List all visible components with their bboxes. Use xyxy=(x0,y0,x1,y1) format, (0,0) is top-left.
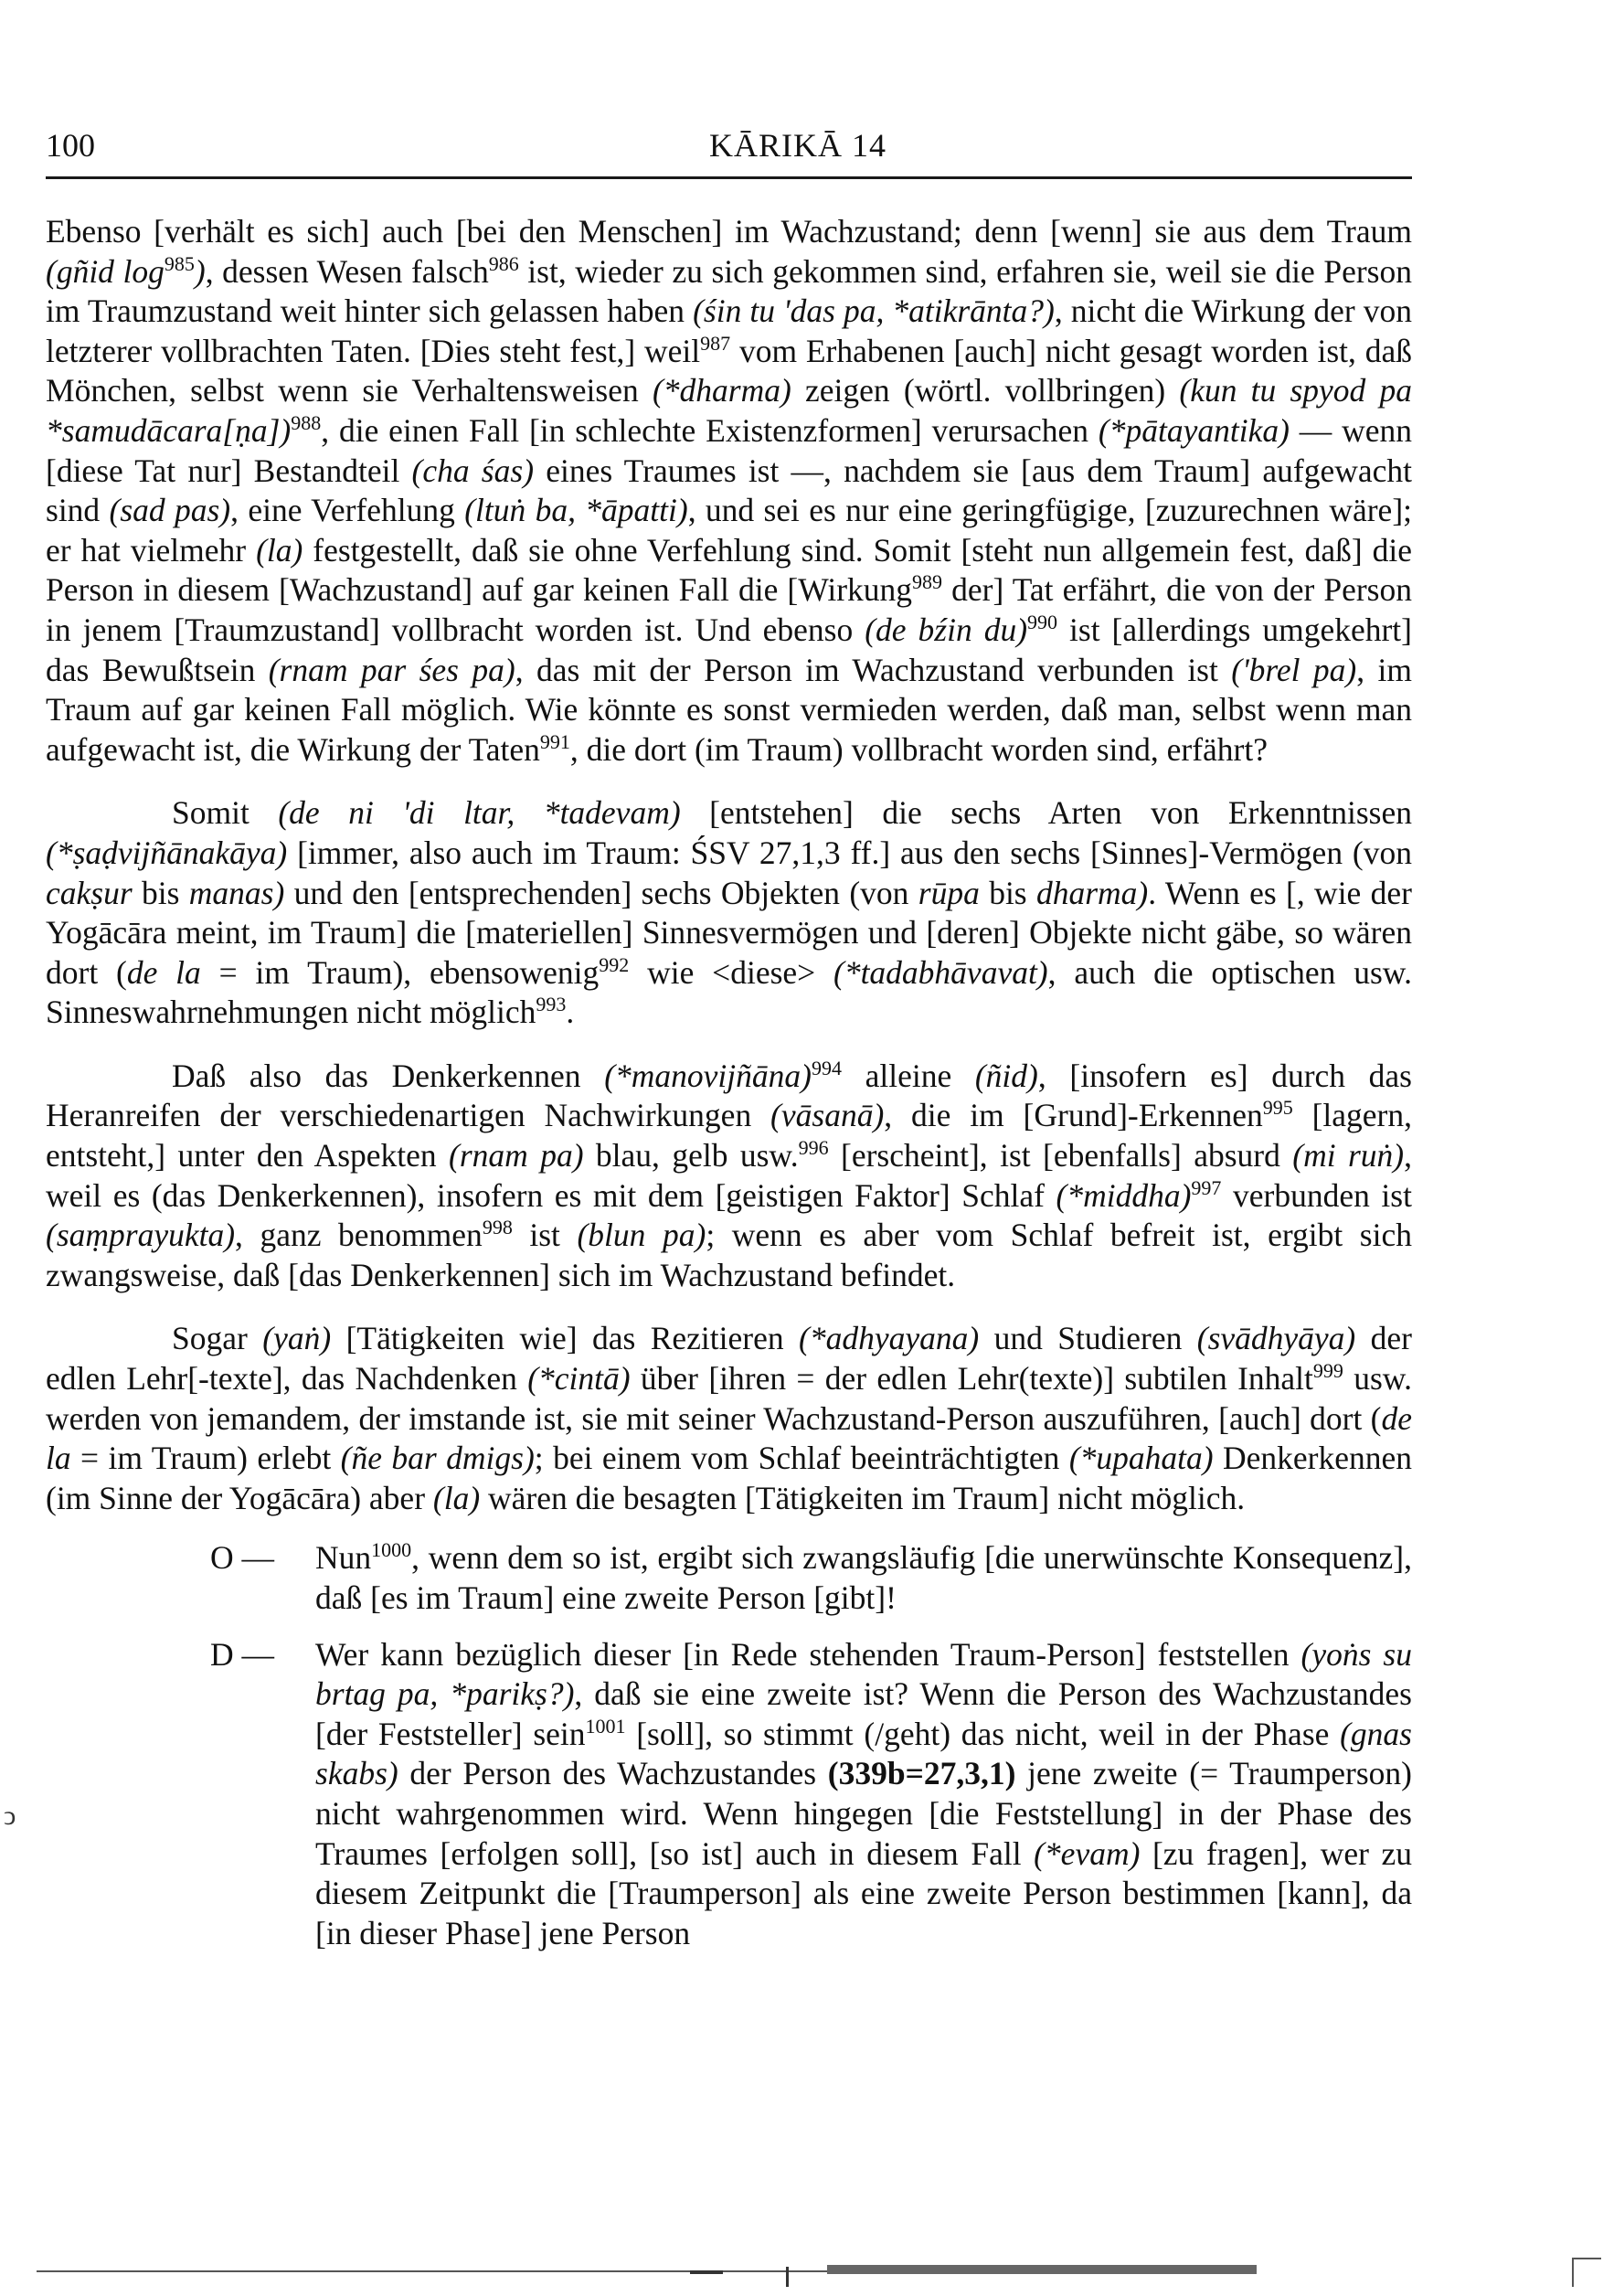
text-span: [lagern, entsteht,] unter den Aspekten xyxy=(46,1097,1412,1175)
sanskrit-term: (*cintā) xyxy=(527,1360,631,1398)
tibetan-term: de la xyxy=(46,1399,1412,1477)
sanskrit-term: (*ṣaḍvijñānakāya) xyxy=(46,834,288,871)
tibetan-term: (la) xyxy=(432,1479,481,1516)
dialog-text xyxy=(315,1538,1412,1618)
tibetan-term: (blun pa) xyxy=(577,1217,706,1254)
scan-artifact-corner xyxy=(1572,2258,1601,2287)
text-span: der Person des Wachzustandes xyxy=(398,1755,828,1792)
text-span: über [ihren = der edlen Lehr(texte)] subtilen Inhalt xyxy=(630,1360,1313,1398)
paragraph-2 xyxy=(46,793,1412,1033)
text-span: festgestellt, daß sie ohne Verfehlung sind. Somit [steht nun allgemein fest, daß] die Person in diesem [Wachzustand] auf gar keinen Fall die [Wirkung xyxy=(46,531,1413,609)
footnote-ref: 1000 xyxy=(371,1538,412,1562)
header-rule xyxy=(46,176,1412,179)
text-span: eines Traumes ist —, nachdem sie [aus dem Traum] aufgewacht sind xyxy=(46,452,1413,529)
text-span: , auch die optischen usw. Sinneswahrnehmungen nicht möglich xyxy=(46,953,1412,1031)
sanskrit-term: (*tadabhāvavat) xyxy=(833,953,1048,991)
text-span: usw. werden von jemandem, der imstande ist, sie mit seiner Wachzustand-Person auszuführen, [auch] dort ( xyxy=(46,1360,1412,1437)
text-span: vom Erhabenen [auch] nicht gesagt worden ist, daß Mönchen, selbst wenn sie Verhaltensweisen xyxy=(46,332,1412,409)
tibetan-term: (kun tu spyod pa *samudācara[ṇa]) xyxy=(46,372,1412,449)
text-span: Ebenso [verhält es sich] auch [bei den Menschen] im Wachzustand; denn [wenn] sie aus dem Traum xyxy=(46,213,1412,250)
sanskrit-term: (*manovijñāna) xyxy=(604,1057,812,1094)
tibetan-term: (de bźin du) xyxy=(865,611,1028,648)
page-number: 100 xyxy=(46,127,95,164)
text-span: verbunden ist xyxy=(1221,1176,1412,1214)
text-span: . xyxy=(566,994,575,1031)
text-span: , die einen Fall [in schlechte Existenzformen] verursachen xyxy=(321,411,1099,449)
text-span: , nicht die Wirkung der von letzterer vollbrachten Taten. [Dies steht fest,] weil xyxy=(46,292,1413,369)
text-span: der edlen Lehr[-texte], das Nachdenken xyxy=(46,1320,1412,1398)
tibetan-term: (yaṅ) xyxy=(262,1320,332,1357)
text-span: , weil es (das Denkerkennen), insofern es mit dem [geistigen Faktor] Schlaf xyxy=(46,1137,1412,1214)
sanskrit-term: rūpa xyxy=(918,874,980,911)
text-span: , [insofern es] durch das Heranreifen der verschiedenartigen Nachwirkungen xyxy=(46,1057,1413,1134)
sanskrit-term: (vāsanā) xyxy=(770,1097,885,1134)
speaker-label: O — xyxy=(210,1539,275,1577)
footnote-ref: 987 xyxy=(700,331,731,355)
margin-mark: ↄ xyxy=(4,1801,16,1831)
tibetan-term: ) xyxy=(194,252,206,290)
sanskrit-term: (*dharma) xyxy=(652,372,791,409)
text-span: bis xyxy=(132,874,189,911)
footnote-ref: 997 xyxy=(1191,1175,1222,1199)
paragraph-3 xyxy=(46,1057,1412,1296)
text-span: Daß also das Denkerkennen xyxy=(172,1057,605,1094)
text-span: ; bei einem vom Schlaf beeinträchtigten xyxy=(534,1440,1069,1477)
tibetan-term: (yoṅs su brtag pa, *parikṣ?) xyxy=(315,1635,1412,1713)
text-span: zeigen (wörtl. vollbringen) xyxy=(791,372,1180,409)
footnote-ref: 988 xyxy=(291,411,322,435)
footnote-ref: 986 xyxy=(488,251,519,275)
text-span: — wenn [diese Tat nur] Bestandteil xyxy=(46,411,1412,489)
footnote-ref: 993 xyxy=(536,993,567,1016)
footnote-ref: 1001 xyxy=(585,1714,626,1738)
text-span: Nun xyxy=(315,1539,372,1577)
text-span: wären die besagten [Tätigkeiten im Traum] nicht möglich. xyxy=(480,1479,1246,1516)
text-span: [zu fragen], wer zu diesem Zeitpunkt die [Traumperson] als eine zweite Person bestimmen [kann], da [in dieser Phase] jene Person xyxy=(315,1834,1412,1951)
tibetan-term: (cha śas) xyxy=(411,452,535,489)
footnote-ref: 991 xyxy=(539,729,570,753)
tibetan-term: de la xyxy=(126,953,201,991)
text-span: und den [entsprechenden] sechs Objekten (von xyxy=(284,874,918,911)
sanskrit-term: (*upahata) xyxy=(1068,1440,1214,1477)
dialog-response xyxy=(46,1635,1412,1954)
footnote-ref: 995 xyxy=(1262,1096,1293,1120)
sanskrit-term: dharma) xyxy=(1035,874,1149,911)
text-span: = im Traum), ebensowenig xyxy=(200,953,600,991)
text-span: Denkerkennen (im Sinne der Yogācāra) aber xyxy=(46,1440,1412,1516)
text-span: Somit xyxy=(172,794,279,832)
body-text xyxy=(46,212,1412,1970)
footnote-ref: 999 xyxy=(1312,1359,1343,1383)
text-span: der] Tat erfährt, die von der Person in jenem [Traumzustand] vollbracht worden ist. Und ebenso xyxy=(46,571,1412,648)
sanskrit-term: (*pātayantika) xyxy=(1098,411,1290,449)
tibetan-term: (ñid) xyxy=(974,1057,1038,1094)
text-span: ist xyxy=(512,1217,578,1254)
footnote-ref: 994 xyxy=(811,1057,842,1080)
scan-artifact-tick xyxy=(786,2267,789,2287)
text-span: [erscheint], ist [ebenfalls] absurd xyxy=(828,1137,1293,1175)
text-span: ist, wieder zu sich gekommen sind, erfahren sie, weil sie die Person im Traumzustand weit hinter sich gelassen haben xyxy=(46,252,1412,330)
sanskrit-term: (*adhyayana) xyxy=(799,1320,980,1357)
scan-artifact-bar xyxy=(827,2265,1257,2274)
page-header xyxy=(46,126,1412,174)
text-span: ist [allerdings umgekehrt] das Bewußtsein xyxy=(46,611,1412,688)
text-span: , wenn dem so ist, ergibt sich zwangsläufig [die unerwünschte Konsequenz], daß [es im Traum] eine zweite Person [gibt]! xyxy=(315,1539,1412,1616)
text-span: . Wenn es [, wie der Yogācāra meint, im Traum] die [materiellen] Sinnesvermögen und [deren] Objekte nicht gäbe, so wären dort ( xyxy=(46,874,1412,991)
footnote-ref: 990 xyxy=(1027,611,1058,634)
speaker-label: D — xyxy=(210,1635,275,1673)
tibetan-term: (śin tu 'das pa, *atikrānta?) xyxy=(693,292,1055,330)
dialog-text xyxy=(315,1635,1412,1954)
text-span: , dessen Wesen falsch xyxy=(205,252,489,290)
text-span: , eine Verfehlung xyxy=(230,492,465,529)
text-span: [entstehen] die sechs Arten von Erkenntnissen xyxy=(680,794,1412,832)
text-span: [Tätigkeiten wie] das Rezitieren xyxy=(331,1320,800,1357)
footnote-ref: 985 xyxy=(164,251,195,275)
sanskrit-term: cakṣur xyxy=(46,874,133,911)
tibetan-term: (rnam par śes pa) xyxy=(268,651,515,688)
text-span: blau, gelb usw. xyxy=(583,1137,799,1175)
text-span: [immer, also auch im Traum: ŚSV 27,1,3 ff.] aus den sechs [Sinnes]-Vermögen (von xyxy=(287,834,1412,871)
text-span: = im Traum) erlebt xyxy=(70,1440,341,1477)
sanskrit-term: manas) xyxy=(188,874,285,911)
text-span: , und sei es nur eine geringfügige, [zuzurechnen wäre]; er hat vielmehr xyxy=(46,492,1412,569)
tibetan-term: (ltuṅ ba, *āpatti) xyxy=(464,492,688,529)
tibetan-term: (la) xyxy=(256,531,303,569)
sanskrit-term: (*evam) xyxy=(1034,1834,1141,1872)
tibetan-term: (mi ruṅ) xyxy=(1292,1137,1405,1175)
text-span: , ganz benommen xyxy=(235,1217,483,1254)
scan-artifact-line xyxy=(37,2270,950,2272)
text-span: , im Traum auf gar keinen Fall möglich. Wie könnte es sonst vermieden werden, daß man, selbst wenn man aufgewacht ist, die Wirkung der Taten xyxy=(46,651,1412,768)
text-span: ; wenn es aber vom Schlaf befreit ist, ergibt sich zwangsweise, daß [das Denkerkennen] sich im Wachzustand befindet. xyxy=(46,1217,1412,1293)
tibetan-term: ('brel pa) xyxy=(1231,651,1357,688)
scan-artifact-dash xyxy=(690,2270,723,2274)
text-span: , die dort (im Traum) vollbracht worden sind, erfährt? xyxy=(569,730,1268,768)
tibetan-term: (de ni 'di ltar, *tadevam) xyxy=(278,794,681,832)
tibetan-term: (ñe bar dmigs) xyxy=(340,1440,535,1477)
text-span: , das mit der Person im Wachzustand verbunden ist xyxy=(515,651,1232,688)
text-span: , daß sie eine zweite ist? Wenn die Person des Wachzustandes [der Feststeller] sein xyxy=(315,1675,1412,1752)
text-span: und Studieren xyxy=(979,1320,1197,1357)
text-span: wie <diese> xyxy=(629,953,833,991)
paragraph-4 xyxy=(46,1319,1412,1518)
footnote-ref: 998 xyxy=(482,1216,513,1239)
text-span: Sogar xyxy=(172,1320,263,1357)
text-span: alleine xyxy=(841,1057,975,1094)
tibetan-term: (rnam pa) xyxy=(449,1137,584,1175)
sanskrit-term: (svādhyāya) xyxy=(1196,1320,1356,1357)
sanskrit-term: (saṃprayukta) xyxy=(46,1217,236,1254)
text-span: [soll], so stimmt (/geht) das nicht, weil in der Phase xyxy=(625,1715,1341,1752)
text-span: jene zweite (= Traumperson) nicht wahrgenommen wird. Wenn hingegen [die Feststellung] in der Phase des Traumes [erfolgen soll], [so ist] auch in diesem Fall xyxy=(315,1755,1412,1872)
tibetan-term: (gñid log xyxy=(46,252,165,290)
dialog-objection xyxy=(46,1538,1412,1618)
paragraph-1 xyxy=(46,212,1412,770)
text-span: bis xyxy=(979,874,1036,911)
footnote-ref: 992 xyxy=(599,952,630,976)
tibetan-term: (sad pas) xyxy=(109,492,231,529)
footnote-ref: 996 xyxy=(798,1136,829,1160)
folio-reference: (339b=27,3,1) xyxy=(827,1755,1016,1792)
footnote-ref: 989 xyxy=(912,570,943,594)
text-span: , die im [Grund]-Erkennen xyxy=(884,1097,1263,1134)
sanskrit-term: (*middha) xyxy=(1056,1176,1192,1214)
text-span: Wer kann bezüglich dieser [in Rede stehenden Traum-Person] feststellen xyxy=(315,1635,1301,1673)
tibetan-term: (gnas skabs) xyxy=(315,1715,1412,1792)
running-head: KĀRIKĀ 14 xyxy=(709,127,886,164)
